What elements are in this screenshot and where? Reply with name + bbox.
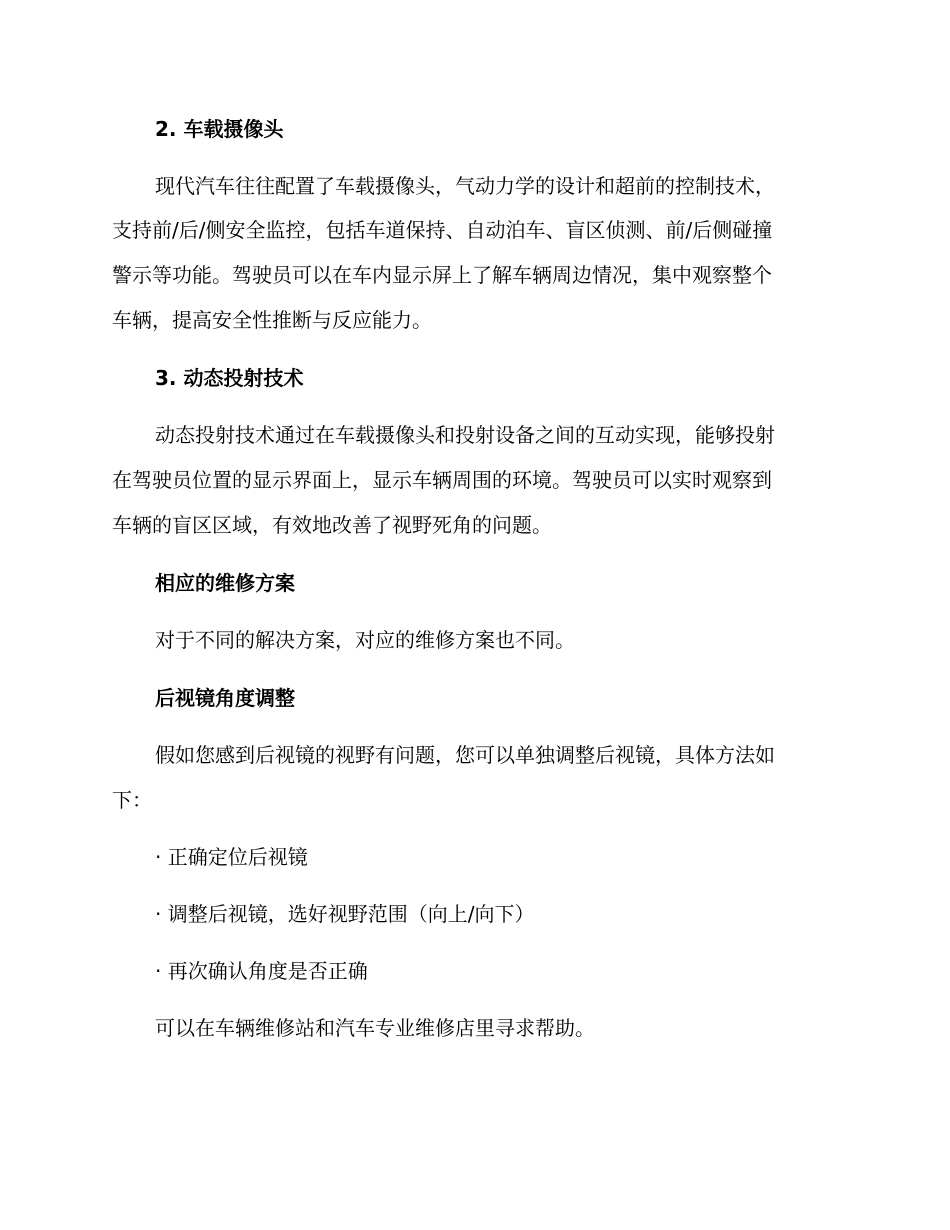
paragraph-line: 车辆，提高安全性推断与反应能力。 (112, 308, 432, 332)
paragraph-line: 在驾驶员位置的显示界面上，显示车辆周围的环境。驾驶员可以实时观察到 (112, 468, 772, 492)
bullet-item: · 调整后视镜，选好视野范围（向上/向下） (155, 902, 535, 926)
section-heading-projection: 3. 动态投射技术 (155, 366, 304, 390)
bullet-item: · 正确定位后视镜 (155, 845, 308, 869)
section-heading-repair: 相应的维修方案 (155, 571, 295, 595)
paragraph-line: 对于不同的解决方案，对应的维修方案也不同。 (155, 628, 575, 652)
paragraph-line: 警示等功能。驾驶员可以在车内显示屏上了解车辆周边情况，集中观察整个 (112, 263, 772, 287)
bullet-item: · 再次确认角度是否正确 (155, 959, 368, 983)
paragraph-line: 假如您感到后视镜的视野有问题，您可以单独调整后视镜，具体方法如 (155, 743, 775, 767)
paragraph-line: 动态投射技术通过在车载摄像头和投射设备之间的互动实现，能够投射 (155, 423, 775, 447)
paragraph-line: 车辆的盲区区域，有效地改善了视野死角的问题。 (112, 513, 552, 537)
paragraph-line: 现代汽车往往配置了车载摄像头，气动力学的设计和超前的控制技术， (155, 174, 775, 198)
paragraph-line: 支持前/后/侧安全监控，包括车道保持、自动泊车、盲区侦测、前/后侧碰撞 (112, 218, 773, 242)
closing-paragraph: 可以在车辆维修站和汽车专业维修店里寻求帮助。 (155, 1016, 595, 1040)
section-heading-camera: 2. 车载摄像头 (155, 117, 284, 141)
paragraph-line: 下： (112, 788, 152, 812)
section-heading-mirror: 后视镜角度调整 (155, 686, 295, 710)
